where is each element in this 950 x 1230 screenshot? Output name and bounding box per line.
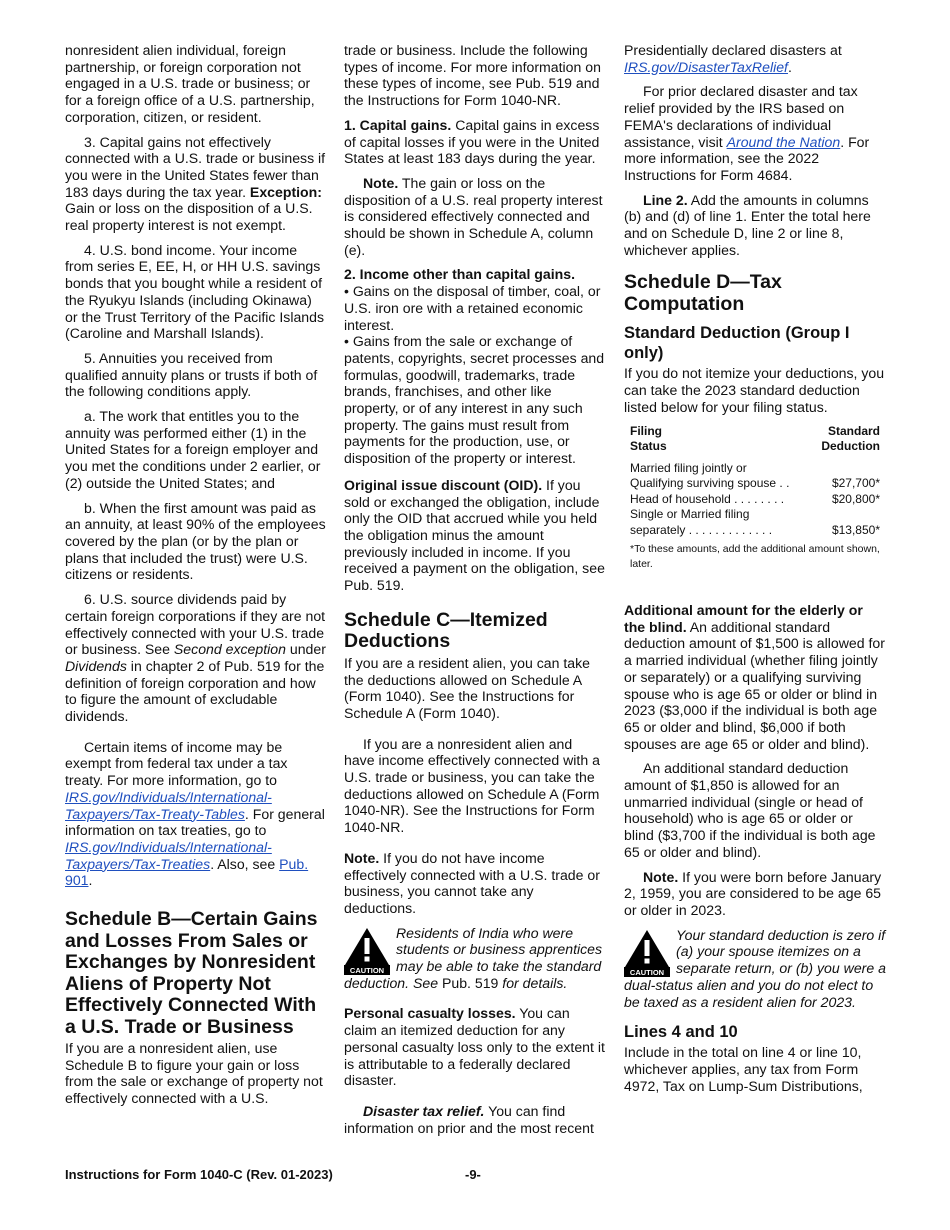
tax-treaty-tables-link[interactable]: IRS.gov/Individuals/International-Taxpayers/Tax-Treaty-Tables xyxy=(65,788,272,822)
svg-text:CAUTION: CAUTION xyxy=(349,965,385,975)
caution-icon xyxy=(624,929,670,977)
table-header: Filing Status Standard Deduction xyxy=(630,423,880,454)
paragraph: Note. If you do not have income effectively connected with a U.S. trade or business, you cannot take any deductions. xyxy=(344,849,600,916)
table-row: Married filing jointly or Qualifying surviving spouse . . $27,700* xyxy=(630,460,880,491)
paragraph: If you are a nonresident alien, use Schedule B to figure your gain or loss from the sale or exchange of property not effectively connected with a U.S. xyxy=(65,1040,323,1107)
paragraph: Presidentially declared disasters at IRS.gov/DisasterTaxRelief. xyxy=(624,42,842,75)
caution-text: Residents of India who were students or business apprentices may be able to take the standard deduction. See Pub. 519 for details. xyxy=(344,924,603,991)
paragraph: For prior declared disaster and tax relief provided by the IRS based on FEMA's declarations of individual assistance, visit Around the Nation. For more information, see the 2022 Instructions for Form 4684. xyxy=(624,83,870,183)
form-title: Instructions for Form 1040-C (Rev. 01-2023) xyxy=(65,1167,333,1182)
paragraph: Personal casualty losses. You can claim an itemized deduction for any personal casualty loss only to the extent it is attributable to a federally declared disaster. xyxy=(344,1005,605,1089)
caution-box xyxy=(624,927,886,1011)
svg-text:CAUTION: CAUTION xyxy=(629,967,665,977)
column-2 xyxy=(344,42,606,1144)
table-footnote: *To these amounts, add the additional amount shown, later. xyxy=(630,543,880,571)
paragraph: Disaster tax relief. You can find information on prior and the most recent xyxy=(344,1102,594,1136)
paragraph: 6. U.S. source dividends paid by certain foreign corporations if they are not effectively connected with your U.S. trade or business. See Second exception under Dividends in chapter 2 of Pub. 519 for the definition of foreign corporation and how to figure the amount of excludable dividends. xyxy=(65,591,326,725)
paragraph: Include in the total on line 4 or line 10, whichever applies, any tax from Form 4972, Tax on Lump-Sum Distributions, xyxy=(624,1044,863,1094)
paragraph: Certain items of income may be exempt from federal tax under a tax treaty. For more information, go to IRS.gov/Individuals/International-Taxpayers/Tax-Treaty-Tables. For general information on tax treaties, go to IRS.gov/Individuals/International-Taxpayers/Tax-Treaties. Also, see Pub. 901. xyxy=(65,738,325,889)
around-the-nation-link[interactable]: Around the Nation xyxy=(726,133,841,150)
page-number: -9- xyxy=(465,1167,481,1182)
paragraph: If you are a nonresident alien and have income effectively connected with a U.S. trade or business, you can take the deductions allowed on Schedule A (Form 1040-NR). See the Instructions for Form 1040-NR. xyxy=(344,735,600,836)
standard-deduction-table xyxy=(630,424,880,573)
caution-text: Your standard deduction is zero if (a) your spouse itemizes on a separate return, or (b) you were a dual-status alien and you do not elect to be taxed as a resident alien for 2023. xyxy=(624,926,886,1010)
paragraph: nonresident alien individual, foreign partnership, or foreign corporation not engaged in a U.S. trade or business; or for a foreign office of a U.S. partnership, corporation, citizen, or resident. xyxy=(65,42,315,125)
paragraph: Line 2. Add the amounts in columns (b) and (d) of line 1. Enter the total here and on Schedule D, line 2 or line 8, whichever applies. xyxy=(624,191,871,258)
table-row: Head of household . . . . . . . . $20,800* xyxy=(630,491,880,506)
section-heading: Schedule D—Tax Computation xyxy=(624,271,782,315)
paragraph: An additional standard deduction amount of $1,850 is allowed for an unmarried individual (single or head of household) who is age 65 or older or blind ($3,700 if the individual is both age 65 or older and blind). xyxy=(624,760,876,860)
pub-901-link[interactable]: Pub. 901 xyxy=(65,855,309,889)
caution-box xyxy=(344,925,606,992)
caution-icon xyxy=(344,927,390,975)
paragraph: a. The work that entitles you to the annuity was performed either (1) in the United States for a foreign employer and you met the conditions under 2 earlier, or (2) outside the United States; and xyxy=(65,408,321,491)
disaster-tax-relief-link[interactable]: IRS.gov/DisasterTaxRelief xyxy=(624,58,788,75)
paragraph: trade or business. Include the following types of income. For more information on these types of income, see Pub. 519 and the Instructions for Form 1040-NR. xyxy=(344,42,601,109)
tax-treaties-link[interactable]: IRS.gov/Individuals/International-Taxpayers/Tax-Treaties xyxy=(65,838,272,872)
column-3 xyxy=(624,42,886,1102)
paragraph: 1. Capital gains. Capital gains in excess of capital losses if you were in the United States at least 183 days during the year. xyxy=(344,116,600,167)
subheading: 2. Income other than capital gains. xyxy=(344,266,576,283)
subsection-heading: Lines 4 and 10 xyxy=(624,1023,738,1042)
bullet-item: • Gains on the disposal of timber, coal, or U.S. iron ore with a retained economic interest. xyxy=(344,283,601,333)
subsection-heading: Standard Deduction (Group I only) xyxy=(624,324,850,363)
paragraph: 4. U.S. bond income. Your income from series E, EE, H, or HH U.S. savings bonds that you bought while a resident of the Ryukyu Islands (including Okinawa) or the Trust Territory of the Pacific Islands (Caroline and Marshall Islands). xyxy=(65,241,325,342)
bullet-item: • Gains from the sale or exchange of patents, copyrights, secret processes and formulas, goodwill, trademarks, trade brands, franchises, and other like property, or of any interest in any such property. The gains must result from payments for the production, use, or disposition of the property or interest. xyxy=(344,333,605,467)
column-1 xyxy=(65,42,327,1115)
paragraph: Additional amount for the elderly or the blind. An additional standard deduction amount of $1,500 is allowed for a married individual (whether filing jointly or separately) or a qualifying surviving spouse who is age 65 or older or blind in 2023 ($3,000 if the individual is both age 65 or older and blind, $6,000 if both spouses are age 65 or older and blind). xyxy=(624,602,885,752)
paragraph: Note. The gain or loss on the disposition of a U.S. real property interest is considered effectively connected and should be shown in Schedule A, column (e). xyxy=(344,174,603,258)
section-heading: Schedule B—Certain Gains and Losses From Sales or Exchanges by Nonresident Aliens of Property Not Effectively Connected With a U.S. Trade or Business xyxy=(65,908,318,1038)
paragraph: b. When the first amount was paid as an annuity, at least 90% of the employees covered by the plan (or by the plan or plans that included the trust) were U.S. citizens or residents. xyxy=(65,499,326,583)
section-heading: Schedule C—Itemized Deductions xyxy=(344,608,548,653)
paragraph: If you are a resident alien, you can take the deductions allowed on Schedule A (Form 1040). See the Instructions for Schedule A (Form 1040). xyxy=(344,654,591,721)
paragraph: Original issue discount (OID). If you sold or exchanged the obligation, include only the OID that accrued while you held the obligation minus the amount previously included in income. If you received a payment on the obligation, see Pub. 519. xyxy=(344,476,605,594)
paragraph: 5. Annuities you received from qualified annuity plans or trusts if both of the following conditions apply. xyxy=(65,349,318,400)
paragraph: Note. If you were born before January 2, 1959, you are considered to be age 65 or older in 2023. xyxy=(624,868,882,918)
paragraph: If you do not itemize your deductions, you can take the 2023 standard deduction listed below for your filing status. xyxy=(624,365,885,415)
page-footer xyxy=(65,1167,887,1187)
table-row: Single or Married filing separately . . . . . . . . . . . . . $13,850* xyxy=(630,507,880,537)
paragraph: 3. Capital gains not effectively connected with a U.S. trade or business if you were in the United States fewer than 183 days during the tax year. Exception: Gain or loss on the disposition of a U.S. real property interest is not exempt. xyxy=(65,133,326,234)
